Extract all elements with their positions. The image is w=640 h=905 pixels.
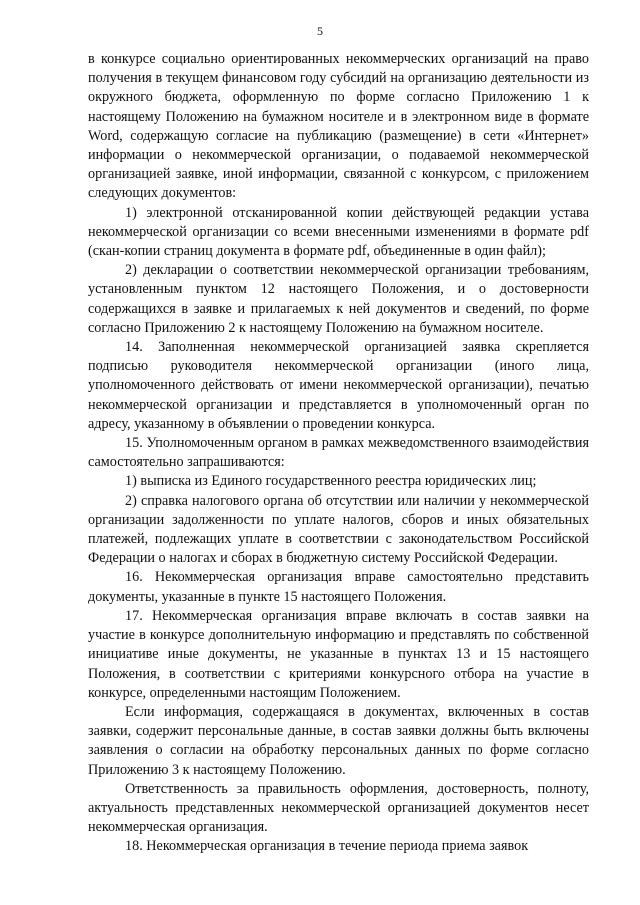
paragraph-17-responsibility: Ответственность за правильность оформления, достоверность, полноту, актуальность представленных некоммерческой организацией документов несет некоммерческая организация. (88, 780, 589, 836)
paragraph-15: 15. Уполномоченным органом в рамках межведомственного взаимодействия самостоятельно запрашиваются: (88, 435, 589, 471)
page-number: 5 (317, 24, 323, 38)
paragraph-16: 16. Некоммерческая организация вправе самостоятельно представить документы, указанные в пункте 15 настоящего Положения. (88, 569, 589, 605)
document-body (88, 50, 589, 857)
paragraph-15-item-2: 2) справка налогового органа об отсутствии или наличии у некоммерческой организации задолженности по уплате налогов, сборов и иных обязательных платежей, подлежащих уплате в соответствии с законодательством Российской Федерации о налогах и сборах в бюджетную систему Российской Федерации. (88, 492, 589, 567)
paragraph-17: 17. Некоммерческая организация вправе включать в состав заявки на участие в конкурсе дополнительную информацию и представлять по собственной инициативе иные документы, не указанные в пунктах 13 и 15 настоящего Положения, в соответствии с критериями конкурсного отбора на участие в конкурсе, определенными настоящим Положением. (88, 607, 589, 701)
paragraph-13-item-2: 2) декларации о соответствии некоммерческой организации требованиям, установленным пунктом 12 настоящего Положения, и о достоверности содержащихся в заявке и прилагаемых к ней документов и сведений, по форме согласно Приложению 2 к настоящему Положению на бумажном носителе. (88, 262, 589, 336)
paragraph-14: 14. Заполненная некоммерческой организацией заявка скрепляется подписью руководителя некоммерческой организации (иного лица, уполномоченного действовать от имени некоммерческой организации), печатью некоммерческой организации и представляется в уполномоченный орган по адресу, указанному в объявлении о проведении конкурса. (88, 339, 589, 432)
paragraph-13-item-1: 1) электронной отсканированной копии действующей редакции устава некоммерческой организации со всеми внесенными изменениями в формате pdf (скан-копии страниц документа в формате pdf, объединенные в один файл); (88, 204, 589, 260)
paragraph-17-personal-data: Если информация, содержащаяся в документах, включенных в состав заявки, содержит персональные данные, в состав заявки должны быть включены заявления о согласии на обработку персональных данных по форме согласно Приложению 3 к настоящему Положению. (88, 703, 589, 778)
paragraph-13-continuation: в конкурсе социально ориентированных некоммерческих организаций на право получения в текущем финансовом году субсидий на организацию деятельности из окружного бюджета, оформленную по форме согласно Приложению 1 к настоящему Положению на бумажном носителе и в электронном виде в формате Word, содержащую согласие на публикацию (размещение) в сети «Интернет» информации о некоммерческой организации, о подаваемой некоммерческой организацией заявке, иной информации, связанной с конкурсом, с приложением следующих документов: (88, 51, 589, 202)
paragraph-15-item-1: 1) выписка из Единого государственного реестра юридических лиц; (125, 473, 537, 490)
paragraph-18: 18. Некоммерческая организация в течение периода приема заявок (125, 838, 529, 855)
